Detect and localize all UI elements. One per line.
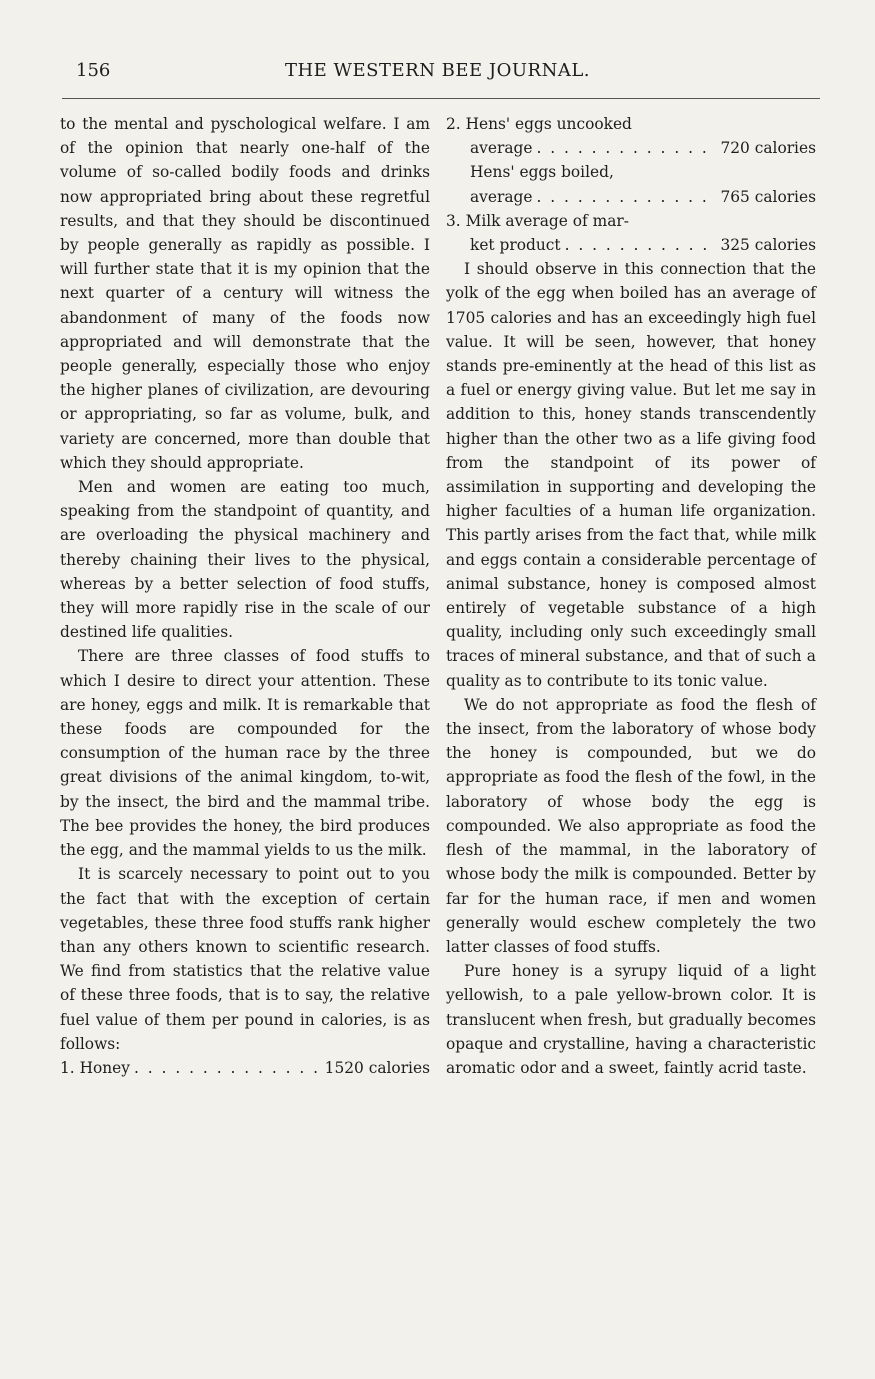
list-item-milk: [446, 209, 816, 233]
list-item-honey: [60, 1056, 430, 1080]
header-rule: [62, 98, 820, 99]
leader-dots: [536, 136, 716, 160]
list-item-eggs-boiled-average: [446, 185, 816, 209]
list-item-value: 765 calories: [720, 187, 816, 206]
paragraph: It is scarcely necessary to point out to you the fact that with the exception of certain vegetables, these three food stuffs rank higher than any others known to scientific research. We find from statistics that the relative value of these three foods, that is to say, the relative fuel value of them per pound in calories, is as follows:: [60, 865, 430, 1053]
list-item-label: average: [470, 139, 533, 158]
list-item-value: 325 calories: [720, 236, 816, 255]
right-column: [446, 112, 816, 1080]
list-item-eggs-uncooked-average: [446, 136, 816, 160]
list-item-label: average: [470, 187, 533, 206]
paragraph: Pure honey is a syrupy liquid of a light yellowish, to a pale yellow-brown color. It is translucent when fresh, but gradually becomes opaque and crystalline, having a characteristic aromatic odor and a sweet, faintly acrid taste.: [446, 962, 816, 1077]
list-item-label: ket product: [470, 236, 561, 255]
paragraph: Men and women are eating too much, speaking from the standpoint of quantity, and are overloading the physical machinery and thereby chaining their lives to the physical, whereas by a better selection of food stuffs, they will more rapidly rise in the scale of our destined life qualities.: [60, 478, 430, 642]
leader-dots: [536, 185, 716, 209]
page-header: [0, 56, 875, 86]
list-item-milk-average: [446, 233, 816, 257]
page-number: 156: [76, 60, 111, 81]
paragraph: We do not appropriate as food the flesh of the insect, from the laboratory of whose body the honey is compounded, but we do appropriate as food the flesh of the fowl, in the laboratory of whose body the egg is compounded. We also appropriate as food the flesh of the mammal, in the laboratory of whose body the milk is compounded. Better by far for the human race, if men and women generally would eschew completely the two latter classes of food stuffs.: [446, 695, 816, 956]
journal-title: THE WESTERN BEE JOURNAL.: [284, 60, 591, 81]
list-item-label: 2. Hens' eggs uncooked: [446, 115, 632, 133]
leader-dots: [134, 1056, 321, 1080]
paragraph: I should observe in this connection that the yolk of the egg when boiled has an average of 1705 calories and has an exceedingly high fuel value. It will be seen, however, that honey stands pre-eminently at the head of this list as a fuel or energy giving value. But let me say in addition to this, honey stands transcendently higher than the other two as a life giving food from the standpoint of its power of assimilation in supporting and developing the higher faculties of a human life organization. This partly arises from the fact that, while milk and eggs contain a considerable percentage of animal substance, honey is composed almost entirely of vegetable substance of a high quality, including only such exceedingly small traces of mineral substance, and that of such a quality as to contribute to its tonic value.: [446, 260, 816, 690]
list-item-eggs-boiled: [446, 160, 816, 184]
paragraph: to the mental and pyschological welfare. I am of the opinion that nearly one-half of the volume of so-called bodily foods and drinks now appropriated bring about these regretful results, and that they should be discontinued by people generally as rapidly as possible. I will further state that it is my opinion that the next quarter of a century will witness the abandonment of many of the foods now appropriated and will demonstrate that the people generally, especially those who enjoy the higher planes of civilization, are devouring or appropriating, so far as volume, bulk, and variety are concerned, more than double that which they should appropriate.: [60, 115, 430, 472]
list-item-label: Hens' eggs boiled,: [470, 163, 614, 182]
list-item-label: 3. Milk average of mar-: [446, 211, 629, 230]
list-item-eggs-uncooked: [446, 112, 816, 136]
list-item-value: 720 calories: [720, 139, 816, 158]
paragraph: There are three classes of food stuffs to which I desire to direct your attention. These are honey, eggs and milk. It is remarkable that these foods are compounded for the consumption of the human race by the three great divisions of the animal kingdom, to-wit, by the insect, the bird and the mammal tribe. The bee provides the honey, the bird produces the egg, and the mammal yields to us the milk.: [60, 647, 430, 860]
leader-dots: [565, 233, 717, 257]
list-item-value: 1520 calories: [324, 1058, 430, 1077]
left-column: [60, 112, 430, 1080]
list-item-label: 1. Honey: [60, 1058, 130, 1077]
